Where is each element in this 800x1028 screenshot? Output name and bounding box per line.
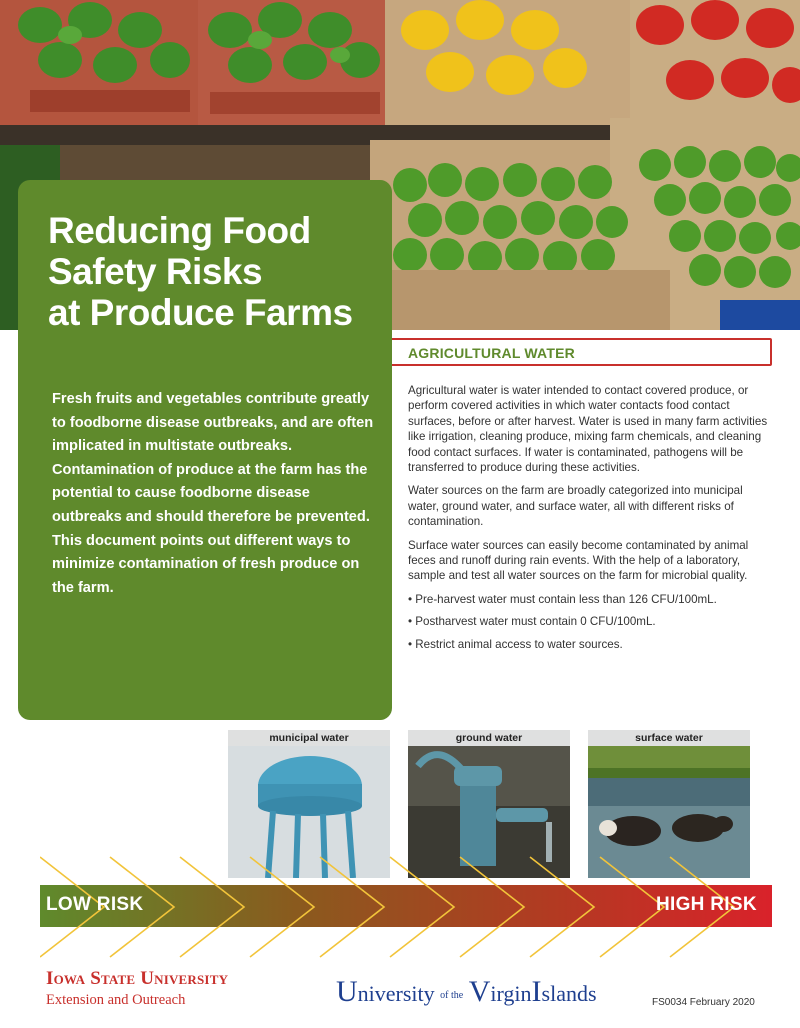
title-line: at Produce Farms — [48, 292, 353, 333]
title-line: Reducing Food — [48, 210, 311, 251]
low-risk-label: LOW RISK — [46, 894, 144, 915]
body-paragraph: Water sources on the farm are broadly categorized into municipal water, ground water, and surface water, all with different risks of contamination. — [408, 484, 743, 529]
section-heading: AGRICULTURAL WATER — [408, 345, 575, 361]
list-item: • Postharvest water must contain 0 CFU/100mL. — [408, 614, 768, 629]
isu-logo-subtitle: Extension and Outreach — [46, 992, 186, 1008]
title-line: Safety Risks — [48, 251, 263, 292]
uvi-letter: V — [468, 975, 491, 1008]
chevron-arrow-icon — [460, 857, 524, 957]
list-item: • Restrict animal access to water sources. — [408, 637, 768, 652]
body-paragraph: Surface water sources can easily become contaminated by animal feces and runoff during rain events. With the help of a laboratory, sample and test all water sources on the farm for microbial quality. — [408, 538, 749, 583]
uvi-word: slands — [541, 981, 597, 1006]
photo-caption: ground water — [408, 730, 570, 746]
publication-code: FS0034 February 2020 — [652, 997, 755, 1008]
photo-caption: surface water — [588, 730, 750, 746]
chevron-arrow-icon — [530, 857, 594, 957]
uvi-word: niversity — [357, 981, 435, 1006]
intro-text: Fresh fruits and vegetables contribute greatly to foodborne disease outbreaks, and are often implicated in multistate outbreaks. Contamination of produce at the farm has the potential to cause foodborne disease outbreaks and should therefore be prevented. This document points out different ways to minimize contamination of fresh produce on the farm. — [52, 391, 374, 596]
list-item: • Pre-harvest water must contain less than 126 CFU/100mL. — [408, 592, 768, 607]
photo-caption: municipal water — [228, 730, 390, 746]
chevron-arrow-icon — [250, 857, 314, 957]
section-body — [408, 383, 768, 659]
uvi-of-the: of the — [440, 989, 464, 1001]
uvi-logo — [336, 975, 597, 1009]
page-title — [48, 210, 378, 333]
requirements-list — [408, 592, 768, 652]
uvi-letter: U — [336, 975, 358, 1008]
chevron-arrow-icon — [600, 857, 664, 957]
isu-logo-name: Iowa State University — [46, 968, 229, 989]
chevron-arrow-icon — [180, 857, 244, 957]
chevron-arrow-icon — [390, 857, 454, 957]
chevron-arrow-icon — [320, 857, 384, 957]
body-paragraph: Agricultural water is water intended to contact covered produce, or perform covered activities in which water contacts food contact surfaces, before or after harvest. Water is used in many farm activities like irrigation, cleaning produce, mixing farm chemicals, and cleaning food contact surfaces. If water is contaminated, pathogens will be transferred to produce during these activities. — [408, 384, 768, 475]
uvi-letter: I — [531, 975, 542, 1008]
high-risk-label: HIGH RISK — [656, 894, 757, 915]
uvi-word: irgin — [490, 981, 532, 1006]
